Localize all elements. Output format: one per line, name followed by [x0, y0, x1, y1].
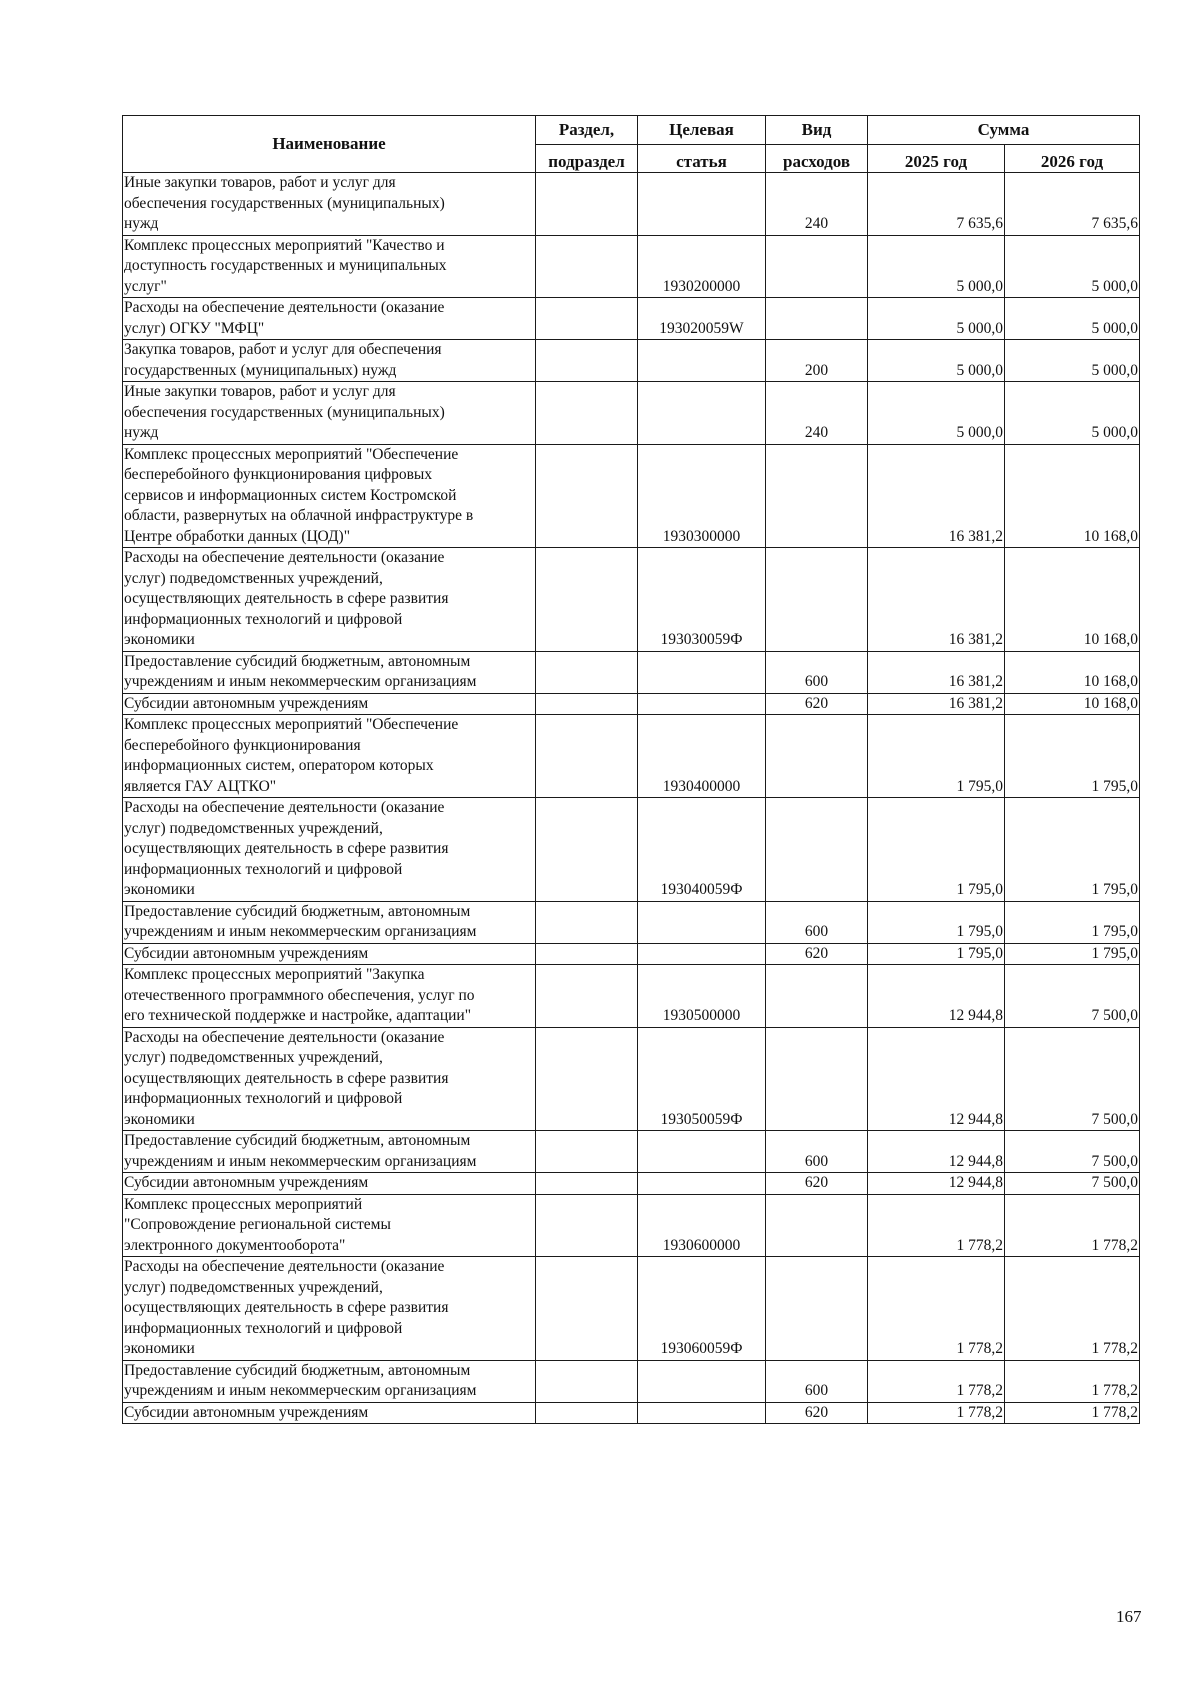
row-name-cell: Расходы на обеспечение деятельности (оказание услуг) подведомственных учреждений, осуществляющих деятельность в сфере развития информационных технологий и цифровой экономики — [123, 548, 536, 652]
row-sum-2025-cell: 16 381,2 — [868, 651, 1005, 693]
row-type-cell: 600 — [766, 1360, 868, 1402]
row-target-cell — [638, 1173, 766, 1195]
table-row — [123, 1360, 1140, 1402]
row-name-cell: Иные закупки товаров, работ и услуг для обеспечения государственных (муниципальных) нужд — [123, 382, 536, 445]
row-sum-2026-cell: 1 778,2 — [1005, 1402, 1140, 1424]
row-type-cell — [766, 298, 868, 340]
row-sum-2025-cell: 1 778,2 — [868, 1194, 1005, 1257]
table-row — [123, 798, 1140, 902]
row-sum-2026-cell: 1 778,2 — [1005, 1257, 1140, 1361]
row-sum-2026-cell: 7 500,0 — [1005, 1173, 1140, 1195]
row-target-cell: 193050059Ф — [638, 1027, 766, 1131]
row-section-cell — [536, 340, 638, 382]
row-sum-2026-cell: 5 000,0 — [1005, 235, 1140, 298]
header-type-line1: Вид — [766, 116, 868, 145]
row-sum-2026-cell: 7 635,6 — [1005, 173, 1140, 236]
page-number: 167 — [1116, 1607, 1142, 1626]
row-type-cell: 240 — [766, 173, 868, 236]
row-section-cell — [536, 651, 638, 693]
row-target-cell: 1930300000 — [638, 444, 766, 548]
row-target-cell: 193040059Ф — [638, 798, 766, 902]
table-row — [123, 1027, 1140, 1131]
row-target-cell — [638, 1360, 766, 1402]
table-row — [123, 382, 1140, 445]
row-sum-2025-cell: 7 635,6 — [868, 173, 1005, 236]
row-target-cell — [638, 693, 766, 715]
row-sum-2026-cell: 5 000,0 — [1005, 340, 1140, 382]
row-sum-2026-cell: 1 778,2 — [1005, 1360, 1140, 1402]
row-sum-2025-cell: 5 000,0 — [868, 235, 1005, 298]
row-sum-2025-cell: 16 381,2 — [868, 693, 1005, 715]
row-sum-2026-cell: 5 000,0 — [1005, 298, 1140, 340]
row-sum-2026-cell: 7 500,0 — [1005, 1027, 1140, 1131]
header-type-line2: расходов — [766, 145, 868, 173]
row-section-cell — [536, 1173, 638, 1195]
row-sum-2025-cell: 12 944,8 — [868, 965, 1005, 1028]
header-section-line2: подраздел — [536, 145, 638, 173]
row-section-cell — [536, 548, 638, 652]
table-row — [123, 173, 1140, 236]
row-name-cell: Субсидии автономным учреждениям — [123, 943, 536, 965]
row-sum-2025-cell: 1 778,2 — [868, 1360, 1005, 1402]
table-row — [123, 235, 1140, 298]
row-section-cell — [536, 1027, 638, 1131]
row-target-cell — [638, 1402, 766, 1424]
table-row — [123, 298, 1140, 340]
row-name-cell: Расходы на обеспечение деятельности (оказание услуг) подведомственных учреждений, осуществляющих деятельность в сфере развития информационных технологий и цифровой экономики — [123, 1027, 536, 1131]
row-sum-2026-cell: 10 168,0 — [1005, 651, 1140, 693]
row-type-cell — [766, 1194, 868, 1257]
table-row — [123, 693, 1140, 715]
row-name-cell: Предоставление субсидий бюджетным, автономным учреждениям и иным некоммерческим организациям — [123, 1360, 536, 1402]
row-name-cell: Субсидии автономным учреждениям — [123, 1402, 536, 1424]
table-row — [123, 1131, 1140, 1173]
row-sum-2026-cell: 1 778,2 — [1005, 1194, 1140, 1257]
row-sum-2026-cell: 1 795,0 — [1005, 901, 1140, 943]
row-type-cell — [766, 235, 868, 298]
header-target-line2: статья — [638, 145, 766, 173]
header-target-line1: Целевая — [638, 116, 766, 145]
row-type-cell: 240 — [766, 382, 868, 445]
row-name-cell: Предоставление субсидий бюджетным, автономным учреждениям и иным некоммерческим организациям — [123, 1131, 536, 1173]
table-header — [123, 116, 1140, 173]
table-body — [123, 173, 1140, 1424]
row-target-cell — [638, 340, 766, 382]
row-type-cell: 200 — [766, 340, 868, 382]
row-name-cell: Комплекс процессных мероприятий "Обеспечение бесперебойного функционирования информационных систем, оператором которых является ГАУ АЦТКО" — [123, 715, 536, 798]
budget-table-container — [122, 115, 1140, 1424]
row-section-cell — [536, 1360, 638, 1402]
header-sum: Сумма — [868, 116, 1140, 145]
row-section-cell — [536, 943, 638, 965]
row-target-cell — [638, 1131, 766, 1173]
row-section-cell — [536, 693, 638, 715]
table-row — [123, 1402, 1140, 1424]
row-target-cell: 1930200000 — [638, 235, 766, 298]
row-section-cell — [536, 298, 638, 340]
row-type-cell — [766, 798, 868, 902]
row-name-cell: Субсидии автономным учреждениям — [123, 693, 536, 715]
table-row — [123, 444, 1140, 548]
row-section-cell — [536, 715, 638, 798]
row-sum-2026-cell: 10 168,0 — [1005, 548, 1140, 652]
row-sum-2026-cell: 1 795,0 — [1005, 715, 1140, 798]
row-name-cell: Комплекс процессных мероприятий "Обеспечение бесперебойного функционирования цифровых сервисов и информационных систем Костромской области, развернутых на облачной инфраструктуре в Центре обработки данных (ЦОД)" — [123, 444, 536, 548]
row-section-cell — [536, 1194, 638, 1257]
row-name-cell: Комплекс процессных мероприятий "Сопровождение региональной системы электронного документооборота" — [123, 1194, 536, 1257]
row-target-cell — [638, 173, 766, 236]
row-sum-2025-cell: 1 795,0 — [868, 798, 1005, 902]
row-name-cell: Предоставление субсидий бюджетным, автономным учреждениям и иным некоммерческим организациям — [123, 901, 536, 943]
row-sum-2025-cell: 1 795,0 — [868, 715, 1005, 798]
row-name-cell: Расходы на обеспечение деятельности (оказание услуг) подведомственных учреждений, осуществляющих деятельность в сфере развития информационных технологий и цифровой экономики — [123, 1257, 536, 1361]
row-sum-2025-cell: 1 795,0 — [868, 901, 1005, 943]
row-sum-2026-cell: 7 500,0 — [1005, 965, 1140, 1028]
row-name-cell: Субсидии автономным учреждениям — [123, 1173, 536, 1195]
row-type-cell: 620 — [766, 1402, 868, 1424]
row-target-cell — [638, 382, 766, 445]
table-row — [123, 1257, 1140, 1361]
row-type-cell — [766, 548, 868, 652]
row-sum-2025-cell: 12 944,8 — [868, 1173, 1005, 1195]
table-row — [123, 943, 1140, 965]
row-sum-2025-cell: 5 000,0 — [868, 340, 1005, 382]
row-sum-2025-cell: 16 381,2 — [868, 548, 1005, 652]
row-sum-2025-cell: 1 778,2 — [868, 1257, 1005, 1361]
table-row — [123, 901, 1140, 943]
table-row — [123, 715, 1140, 798]
row-name-cell: Предоставление субсидий бюджетным, автономным учреждениям и иным некоммерческим организациям — [123, 651, 536, 693]
row-section-cell — [536, 235, 638, 298]
table-row — [123, 340, 1140, 382]
table-row — [123, 1194, 1140, 1257]
row-name-cell: Расходы на обеспечение деятельности (оказание услуг) подведомственных учреждений, осуществляющих деятельность в сфере развития информационных технологий и цифровой экономики — [123, 798, 536, 902]
row-sum-2025-cell: 12 944,8 — [868, 1027, 1005, 1131]
row-target-cell: 1930600000 — [638, 1194, 766, 1257]
row-type-cell — [766, 1257, 868, 1361]
row-type-cell: 600 — [766, 651, 868, 693]
table-row — [123, 965, 1140, 1028]
row-sum-2025-cell: 5 000,0 — [868, 298, 1005, 340]
row-sum-2025-cell: 12 944,8 — [868, 1131, 1005, 1173]
row-name-cell: Расходы на обеспечение деятельности (оказание услуг) ОГКУ "МФЦ" — [123, 298, 536, 340]
row-name-cell: Комплекс процессных мероприятий "Качество и доступность государственных и муниципальных услуг" — [123, 235, 536, 298]
header-name: Наименование — [123, 116, 536, 173]
row-sum-2025-cell: 1 795,0 — [868, 943, 1005, 965]
row-section-cell — [536, 1257, 638, 1361]
row-section-cell — [536, 798, 638, 902]
budget-table — [122, 115, 1140, 1424]
row-type-cell — [766, 965, 868, 1028]
row-target-cell: 193030059Ф — [638, 548, 766, 652]
row-sum-2026-cell: 5 000,0 — [1005, 382, 1140, 445]
row-type-cell — [766, 444, 868, 548]
row-sum-2026-cell: 1 795,0 — [1005, 798, 1140, 902]
row-sum-2026-cell: 10 168,0 — [1005, 444, 1140, 548]
row-type-cell: 600 — [766, 901, 868, 943]
row-type-cell: 620 — [766, 1173, 868, 1195]
table-row — [123, 651, 1140, 693]
row-type-cell: 600 — [766, 1131, 868, 1173]
header-year-2026: 2026 год — [1005, 145, 1140, 173]
row-section-cell — [536, 444, 638, 548]
row-type-cell — [766, 715, 868, 798]
row-section-cell — [536, 1402, 638, 1424]
row-name-cell: Закупка товаров, работ и услуг для обеспечения государственных (муниципальных) нужд — [123, 340, 536, 382]
row-target-cell: 193020059W — [638, 298, 766, 340]
row-name-cell: Комплекс процессных мероприятий "Закупка отечественного программного обеспечения, услуг по его технической поддержке и настройке, адаптации" — [123, 965, 536, 1028]
row-target-cell: 1930400000 — [638, 715, 766, 798]
row-target-cell — [638, 651, 766, 693]
row-sum-2026-cell: 7 500,0 — [1005, 1131, 1140, 1173]
header-section-line1: Раздел, — [536, 116, 638, 145]
row-section-cell — [536, 382, 638, 445]
row-target-cell: 193060059Ф — [638, 1257, 766, 1361]
row-type-cell: 620 — [766, 693, 868, 715]
row-name-cell: Иные закупки товаров, работ и услуг для обеспечения государственных (муниципальных) нужд — [123, 173, 536, 236]
table-row — [123, 1173, 1140, 1195]
row-target-cell: 1930500000 — [638, 965, 766, 1028]
row-section-cell — [536, 901, 638, 943]
row-sum-2025-cell: 16 381,2 — [868, 444, 1005, 548]
row-sum-2025-cell: 5 000,0 — [868, 382, 1005, 445]
row-section-cell — [536, 965, 638, 1028]
row-target-cell — [638, 901, 766, 943]
row-section-cell — [536, 1131, 638, 1173]
table-row — [123, 548, 1140, 652]
row-sum-2026-cell: 10 168,0 — [1005, 693, 1140, 715]
row-section-cell — [536, 173, 638, 236]
row-type-cell — [766, 1027, 868, 1131]
header-year-2025: 2025 год — [868, 145, 1005, 173]
row-target-cell — [638, 943, 766, 965]
row-sum-2025-cell: 1 778,2 — [868, 1402, 1005, 1424]
row-type-cell: 620 — [766, 943, 868, 965]
row-sum-2026-cell: 1 795,0 — [1005, 943, 1140, 965]
